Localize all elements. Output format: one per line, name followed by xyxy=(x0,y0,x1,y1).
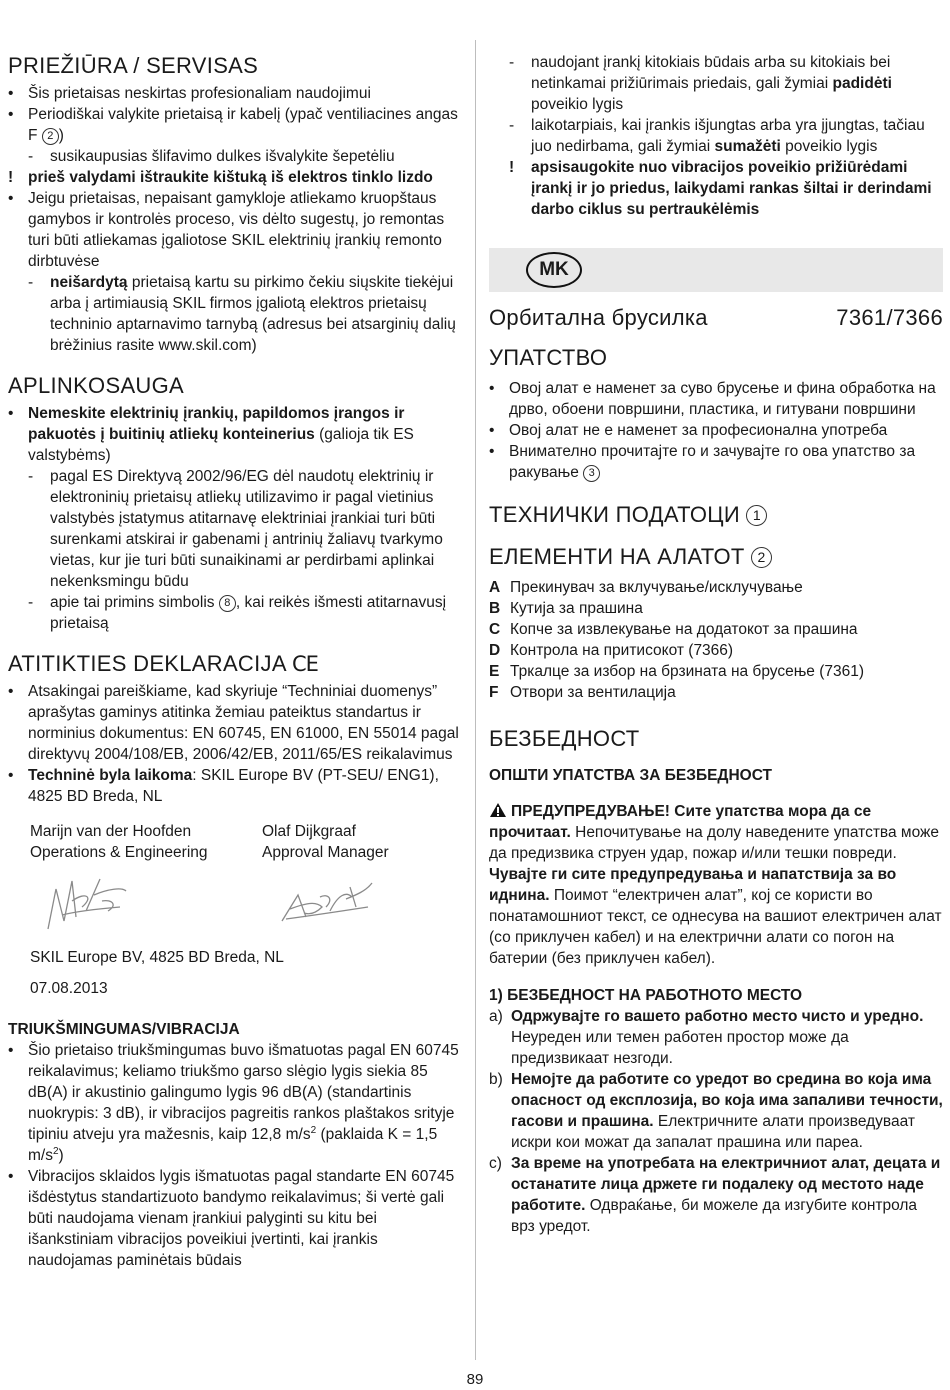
element-item: A Прекинувач за вклучување/исклучување xyxy=(489,579,803,596)
language-badge: MK xyxy=(526,252,582,288)
list-item: a) Одржувајте го вашето работно место чисто и уредно. Неуреден или темен работен простор може да предизвикаат незгоди. xyxy=(489,1008,924,1067)
list-item: • Овој алат не е наменет за професионална употреба xyxy=(489,422,888,439)
list-item: b) Немојте да работите со уредот во средина во која има опасност од експлозија, во која има запаливи течности, гасови и прашина. Електричните алати произведуваат искри кои можат да запалат прашина или пареа. xyxy=(489,1071,943,1151)
list-item: • Jeigu prietaisas, nepaisant gamykloje atliekamo kruopštaus gamybos ir kontrolės proceso, vis dėlto sugestų, jo remontas turi būti atliekamas įgaliotose SKIL elektrinių įrankių remonto dirbtuvėse xyxy=(8,190,445,270)
ref-number: 3 xyxy=(583,465,600,482)
sub-item: - naudojant įrankį kitokiais būdais arba su kitokiais bei netinkamai prižiūrimais priedais, gali žymiai padidėti poveikio lygis xyxy=(509,54,892,113)
warning-triangle-icon xyxy=(489,802,507,818)
signatory-role: Approval Manager xyxy=(262,844,389,861)
product-model: 7361/7366 xyxy=(836,305,943,330)
signature-1-image xyxy=(42,871,132,937)
list-item: • Nemeskite elektrinių įrankių, papildomos įrangos ir pakuotės į buitinių atliekų konteinerius (galioja tik ES valstybėms) xyxy=(8,405,414,464)
subsection-title: ОПШТИ УПАТСТВА ЗА БЕЗБЕДНОСТ xyxy=(489,767,773,784)
section-title-prieziura: PRIEŽIŪRA / SERVISAS xyxy=(8,53,259,78)
element-item: F Отвори за вентилација xyxy=(489,684,676,701)
section-title-tehnicki: ТЕХНИЧКИ ПОДАТОЦИ 1 xyxy=(489,501,943,529)
left-column xyxy=(8,52,464,1271)
list-item: • Atsakingai pareiškiame, kad skyriuje “Techniniai duomenys” aprašytas gaminys atitinka žemiau pateiktus standartus ir norminius dokumentus: EN 60745, EN 61000, EN 55014 pagal direktyvų 2004/108/EB, 2006/42/EB, 2011/65/ES reikalavimus xyxy=(8,683,459,763)
element-item: E Тркалце за избор на брзината на брусење (7361) xyxy=(489,663,865,680)
list-item: • Внимателно прочитајте го и зачувајте го ова упатство за ракување 3 xyxy=(489,443,916,481)
list-item: • Vibracijos sklaidos lygis išmatuotas pagal standarte EN 60745 išdėstytus standartizuoto bandymo reikalavimus; ši vertė gali būti naudojama vienam įrankiui palyginti su kitu bei išankstiniam vibracijos poveikiui įvertinti, kai įrankis naudojamas paminėtais būdais xyxy=(8,1168,455,1269)
ref-number: 1 xyxy=(746,505,767,526)
language-band xyxy=(489,248,943,292)
declaration-date: 07.08.2013 xyxy=(30,980,108,997)
sub-item: - susikaupusias šlifavimo dulkes išvalykite šepetėliu xyxy=(28,148,395,165)
sub-item: - neišardytą prietaisą kartu su pirkimo čekiu siųskite tiekėjui arba į artimiausią SKIL firmos įgaliotą elektros prietaisų techninio aptarnavimo tarnybą (adresus bei atsarginių dalių brėžinius rasite www.skil.com) xyxy=(28,274,456,354)
section-title-atitikties: ATITIKTIES DEKLARACIJA CE xyxy=(8,651,318,676)
list-item: • Šio prietaiso triukšmingumas buvo išmatuotas pagal EN 60745 reikalavimus; keliamo triukšmo garso slėgio lygis siekia 85 dB(A) ir akustinio galingumo lygis 96 dB(A) (standartinis nuokrypis: 3 dB), ir vibracijos pagreitis rankos plaštakos srityje tipiniu atveju yra mažesnis, kaip 12,8 $m/s^2$ (paklaida K = 1,5 $m/s^2$) xyxy=(8,1042,459,1164)
signature-2-image xyxy=(276,877,376,927)
sub-item: - pagal ES Direktyvą 2002/96/EG dėl naudotų elektrinių ir elektroninių prietaisų atliekų utilizavimo ir pagal vietinius valstybės įstatymus atitarnavę elektriniai įrankiai turi būti surenkami atskirai ir gabenami į antrinių žaliavų tvarkymo vietas, kur jie turi būti sunaikinami ar perdirbami aplinkai nekenksmingu būdu xyxy=(28,468,443,590)
signatories xyxy=(30,821,464,863)
list-item: c) За време на употребата на електричниот алат, децата и останатите лица држете ги подалеку од местото наде работите. Одвраќање, би можеле да изгубите контрола врз уредот. xyxy=(489,1155,941,1235)
warning-item: ! apsisaugokite nuo vibracijos poveikio prižiūrėdami įrankį ir jo priedus, laikydami rankas šiltai ir derindami darbo ciklus su pertraukėlėmis xyxy=(509,159,932,218)
element-item: B Кутија за прашина xyxy=(489,600,643,617)
signatures xyxy=(8,863,464,947)
column-divider xyxy=(475,40,476,1360)
ref-number: 2 xyxy=(751,547,772,568)
signatory-role: Operations & Engineering xyxy=(30,844,208,861)
ref-number: 2 xyxy=(42,128,59,145)
signatory-name: Olaf Dijkgraaf xyxy=(262,823,356,840)
element-item: D Контрола на притисокот (7366) xyxy=(489,642,734,659)
section-title-elementi: ЕЛЕМЕНТИ НА АЛАТОТ 2 xyxy=(489,543,943,571)
section-title-triuksmingumas: TRIUKŠMINGUMAS/VIBRACIJA xyxy=(8,1021,240,1038)
subsection-title: 1) БЕЗБЕДНОСТ НА РАБОТНОТО МЕСТО xyxy=(489,987,803,1004)
section-title-aplinkosauga: APLINKOSAUGA xyxy=(8,373,184,398)
company-address: SKIL Europe BV, 4825 BD Breda, NL xyxy=(30,949,284,966)
sub-item: - apie tai primins simbolis 8 , kai reikės išmesti atitarnavusį prietaisą xyxy=(28,594,447,632)
product-name: Орбитална брусилка xyxy=(489,305,708,330)
section-title-upatstvo: УПАТСТВО xyxy=(489,345,608,370)
product-title xyxy=(489,304,943,332)
page-number: 89 xyxy=(466,1371,484,1388)
ce-mark-icon: CE xyxy=(292,652,318,676)
ref-number: 8 xyxy=(219,595,236,612)
list-item: • Periodiškai valykite prietaisą ir kabelį (ypač ventiliacines angas F 2 ) xyxy=(8,106,458,144)
warning-paragraph: ПРЕДУПРЕДУВАЊЕ! Сите упатства мора да се прочитаат. Непочитување на долу наведените упатства може да предизвика струен удар, пожар и/или тешки повреди. Чувајте ги сите предупредувања и напатствија за во иднина. Поимот “електричен алат”, кој се користи во понатамошниот текст, се однесува на вашиот електричен алат (со приклучен кабел) и на електрични алати со погон на батерии (без приклучен кабел). xyxy=(489,803,942,967)
list-item: • Šis prietaisas neskirtas profesionaliam naudojimui xyxy=(8,85,371,102)
sub-item: - laikotarpiais, kai įrankis išjungtas arba yra įjungtas, tačiau juo nedirbama, gali žymiai sumažėti poveikio lygis xyxy=(509,117,925,155)
section-title-bezbednost: БЕЗБЕДНОСТ xyxy=(489,726,640,751)
right-column xyxy=(489,52,943,1237)
signatory-name: Marijn van der Hoofden xyxy=(30,823,192,840)
warning-item: ! prieš valydami ištraukite kištuką iš elektros tinklo lizdo xyxy=(8,169,433,186)
element-item: C Копче за извлекување на додатокот за прашина xyxy=(489,621,858,638)
list-item: • Techninė byla laikoma: SKIL Europe BV (PT-SEU/ ENG1), 4825 BD Breda, NL xyxy=(8,767,439,805)
list-item: • Овој алат е наменет за суво брусење и фина обработка на дрво, обоени површини, пластика, и гитувани површини xyxy=(489,380,936,418)
